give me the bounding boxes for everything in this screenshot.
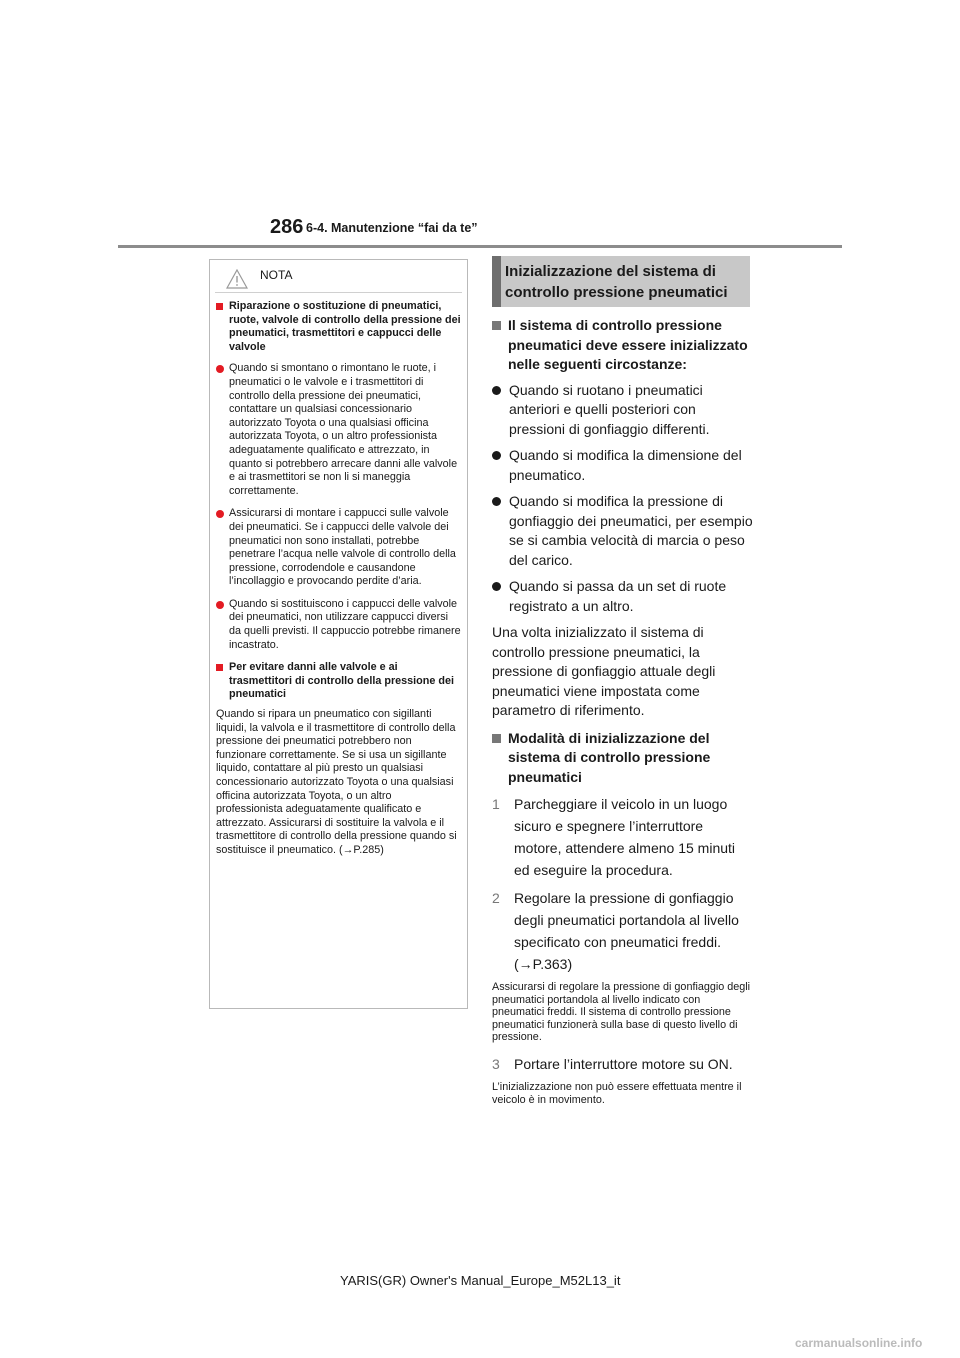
- page-number: 286: [270, 216, 304, 238]
- step-3-note: L’inizializzazione non può essere effettuata mentre il veicolo è in movimento.: [492, 1080, 742, 1106]
- main-bullet: Quando si modifica la pressione di gonfiaggio dei pneumatici, per esempio se si cambia velocità di marcia o peso del carico.: [492, 492, 754, 570]
- bullet-dot-icon: [492, 582, 501, 591]
- red-dot-icon: [216, 365, 224, 373]
- subheading-1: Il sistema di controllo pressione pneumatici deve essere inizializzato nelle seguenti circostanze:: [492, 316, 754, 375]
- main-bullet: Quando si passa da un set di ruote registrato a un altro.: [492, 577, 754, 616]
- warning-triangle-icon: [226, 269, 248, 289]
- step-3: 3 Portare l’interruttore motore su ON.: [492, 1055, 733, 1072]
- nota-box: [209, 259, 468, 1009]
- gray-square-icon: [492, 734, 501, 743]
- main-heading-box: [492, 256, 750, 307]
- main-bullet: Quando si ruotano i pneumatici anteriori e quelli posteriori con pressioni di gonfiaggio differenti.: [492, 381, 754, 440]
- red-dot-icon: [216, 510, 224, 518]
- bullet-dot-icon: [492, 386, 501, 395]
- step-2: 2 Regolare la pressione di gonfiaggio degli pneumatici portandola al livello specificato con pneumatici freddi. (→P.363): [492, 890, 739, 972]
- header-rule: [118, 245, 842, 248]
- footer-text: YARIS(GR) Owner's Manual_Europe_M52L13_it: [340, 1273, 621, 1288]
- nota-bullet: Assicurarsi di montare i cappucci sulle valvole dei pneumatici. Se i cappucci delle valvole dei pneumatici non sono installati, potrebbe penetrare l’acqua nelle valvole di controllo della pressione, corrodendole e causandone l’incollaggio e provocando perdite d’aria.: [216, 507, 461, 589]
- nota-divider: [215, 292, 462, 293]
- gray-square-icon: [492, 321, 501, 330]
- nota-heading-1: Riparazione o sostituzione di pneumatici, ruote, valvole di controllo della pressione dei pneumatici, trasmettitori e cappucci delle valvole: [216, 300, 461, 354]
- step-1: 1 Parcheggiare il veicolo in un luogo sicuro e spegnere l’interruttore motore, attendere almeno 15 minuti ed eseguire la procedura.: [492, 796, 736, 878]
- main-heading: Inizializzazione del sistema di controllo pressione pneumatici: [505, 263, 728, 301]
- nota-body: [216, 300, 461, 858]
- nota-bullet: Quando si sostituiscono i cappucci delle valvole dei pneumatici, non utilizzare cappucci diversi da quelli previsti. Il cappuccio potrebbe rimanere incastrato.: [216, 598, 461, 652]
- main-paragraph: Una volta inizializzato il sistema di controllo pressione pneumatici, la pressione di gonfiaggio attuale degli pneumatici viene impostata come parametro di riferimento.: [492, 624, 716, 718]
- nota-bullet: Quando si smontano o rimontano le ruote, i pneumatici o le valvole e i trasmettitori di controllo della pressione dei pneumatici, contattare un qualsiasi concessionario autorizzato Toyota o una qualsiasi officina autorizzata Toyota, o un altro professionista adeguatamente qualificato e attrezzato, in quanto si potrebbero arrecare danni alle valvole e ai trasmettitori se non li si maneggia correttamente.: [216, 362, 461, 498]
- step-2-note: Assicurarsi di regolare la pressione di gonfiaggio degli pneumatici portandola al livello indicato con pneumatici freddi. Il sistema di controllo pressione pneumatici funzionerà sulla base di questo livello di pressione.: [492, 981, 751, 1044]
- section-title: 6-4. Manutenzione “fai da te”: [306, 221, 478, 235]
- bullet-dot-icon: [492, 497, 501, 506]
- nota-header: [210, 260, 467, 300]
- red-square-icon: [216, 664, 223, 671]
- subheading-2: Modalità di inizializzazione del sistema di controllo pressione pneumatici: [492, 729, 754, 788]
- heading-accent-bar: [492, 256, 501, 307]
- nota-paragraph: Quando si ripara un pneumatico con sigillanti liquidi, la valvola e il trasmettitore di controllo della pressione dei pneumatici potrebbero non funzionare correttamente. Se si usa un sigillante liquido, contattare al più presto un qualsiasi concessionario autorizzato Toyota o una qualsiasi officina autorizzata Toyota, o un altro professionista adeguatamente qualificato e attrezzato. Assicurarsi di sostituire la valvola e il trasmettitore di controllo della pressione quando si sostituisce il pneumatico. (→P.285): [216, 708, 457, 856]
- main-bullet: Quando si modifica la dimensione del pneumatico.: [492, 446, 754, 485]
- nota-heading-2: Per evitare danni alle valvole e ai trasmettitori di controllo della pressione dei pneumatici: [216, 661, 461, 702]
- nota-title: NOTA: [260, 268, 293, 282]
- red-dot-icon: [216, 601, 224, 609]
- red-square-icon: [216, 303, 223, 310]
- main-content: [492, 316, 754, 1115]
- watermark: carmanualsonline.info: [795, 1336, 923, 1350]
- bullet-dot-icon: [492, 451, 501, 460]
